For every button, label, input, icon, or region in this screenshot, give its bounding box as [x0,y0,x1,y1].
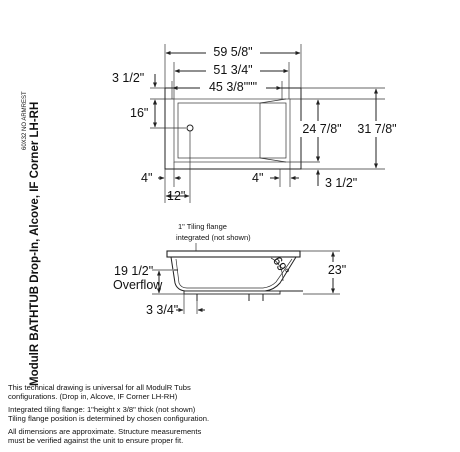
flange-note-line1: 1" Tiling flange [178,222,227,231]
dim-rim-length: 51 3/4" [213,63,253,77]
dim-foot-offset: 3 3/4" [146,303,179,317]
dim-drain-offset: 16" [130,106,149,120]
drain-icon [187,125,193,131]
side-title: ModulR BATHTUB Drop-In, Alcove, IF Corner LH-RH [29,101,41,386]
note-approximate-line1: All dimensions are approximate. Structure measurements [8,427,202,436]
dim-side-offset: 3 1/2" [325,176,358,190]
dim-basin-width: 24 7/8" [302,122,342,136]
dim-drain-to-wall: 12" [167,189,186,203]
note-universal-line1: This technical drawing is universal for all ModulR Tubs [8,383,191,392]
dim-basin-length: 45 3/8""" [208,80,258,94]
dim-height: 23" [327,263,347,277]
overflow-label: Overflow [113,278,163,292]
model-code: 60X32 NO ARMREST [22,91,28,150]
dim-end-offset: 3 1/2" [112,71,145,85]
tub-base [184,291,280,294]
note-flange [8,405,209,424]
top-view [112,44,403,203]
dim-angle: 69° [269,254,292,278]
note-universal-line2: configurations. (Drop in, Alcove, IF Corner LH-RH) [8,392,178,402]
dim-left-margin: 4" [141,171,153,185]
dim-right-margin: 4" [252,171,264,185]
note-universal [8,383,191,402]
side-view [113,222,354,317]
dim-overflow-height: 19 1/2" [114,264,154,278]
dim-overall-length: 59 5/8" [213,45,253,59]
dim-overall-width: 31 7/8" [357,122,397,136]
flange-note-line2: integrated (not shown) [176,233,251,242]
note-approximate-line2: must be verified against the unit to ensure proper fit. [8,436,184,446]
note-flange-line2: Tiling flange position is determined by chosen configuration. [8,414,210,424]
note-approximate [8,427,201,446]
note-flange-line1: Integrated tiling flange: 1"height x 3/8" thick (not shown) [8,405,196,414]
